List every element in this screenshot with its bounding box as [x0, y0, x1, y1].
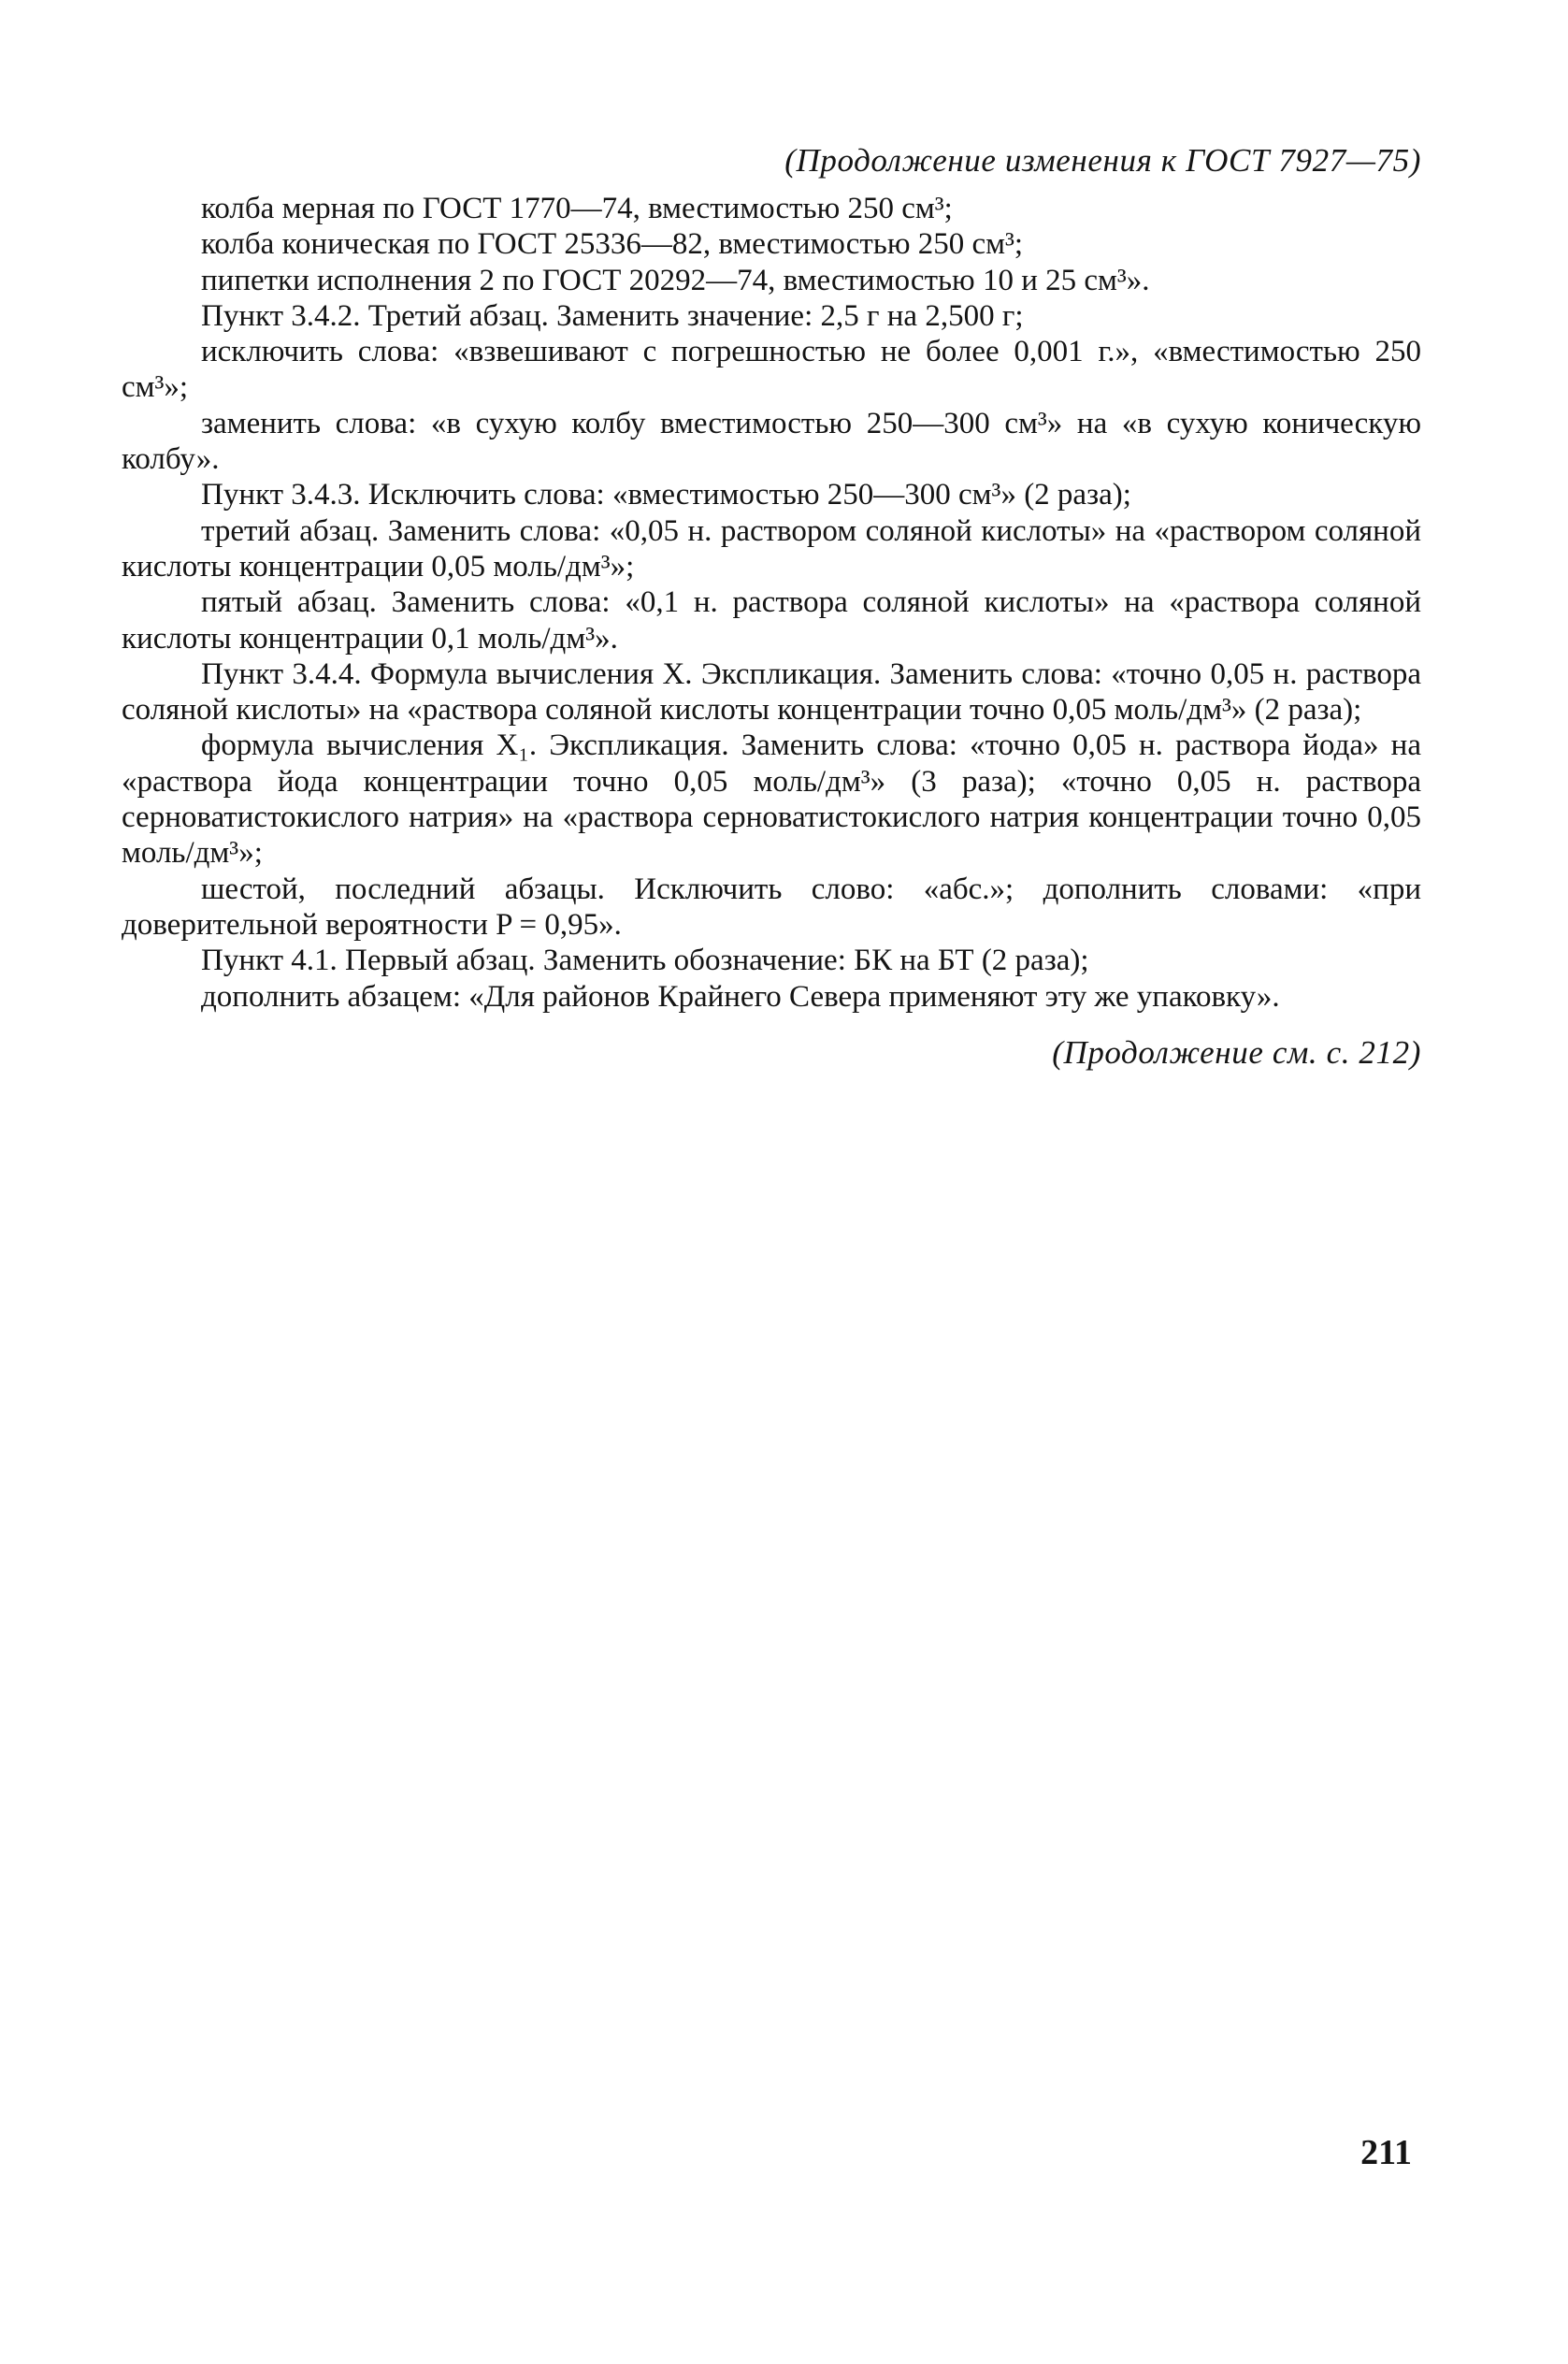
page-number: 211	[1360, 2133, 1412, 2172]
running-header: (Продолжение изменения к ГОСТ 7927—75)	[784, 142, 1421, 179]
paragraph-12: шестой, последний абзацы. Исключить слово: «абс.»; дополнить словами: «при доверительной вероятности P = 0,95».	[122, 872, 1421, 942]
paragraph-4: Пункт 3.4.2. Третий абзац. Заменить значение: 2,5 г на 2,500 г;	[201, 298, 1024, 333]
paragraph-11: формула вычисления X₁. Экспликация. Заменить слова: «точно 0,05 н. раствора йода» на «раствора йода концентрации точно 0,05 моль/дм³» (3 раза); «точно 0,05 н. раствора серноватистокислого натрия» на «раствора серноватистокислого натрия концентрации точно 0,05 моль/дм³»;	[122, 728, 1421, 871]
continuation-note: (Продолжение см. с. 212)	[1052, 1034, 1421, 1071]
paragraph-5: исключить слова: «взвешивают с погрешностью не более 0,001 г.», «вместимостью 250 см³»;	[122, 335, 1421, 405]
paragraph-8: третий абзац. Заменить слова: «0,05 н. раствором соляной кислоты» на «раствором соляной кислоты концентрации 0,05 моль/дм³»;	[122, 513, 1421, 584]
paragraph-9: пятый абзац. Заменить слова: «0,1 н. раствора соляной кислоты» на «раствора соляной кислоты концентрации 0,1 моль/дм³».	[122, 585, 1421, 656]
document-page	[122, 131, 1421, 2282]
amendment-text	[122, 191, 1421, 1015]
paragraph-1: колба мерная по ГОСТ 1770—74, вместимостью 250 см³;	[201, 192, 953, 225]
paragraph-13: Пункт 4.1. Первый абзац. Заменить обозначение: БК на БТ (2 раза);	[201, 944, 1089, 978]
paragraph-6: заменить слова: «в сухую колбу вместимостью 250—300 см³» на «в сухую коническую колбу».	[122, 406, 1421, 477]
paragraph-2: колба коническая по ГОСТ 25336—82, вместимостью 250 см³;	[201, 227, 1024, 262]
paragraph-14: дополнить абзацем: «Для районов Крайнего Севера применяют эту же упаковку».	[201, 979, 1280, 1014]
paragraph-3: пипетки исполнения 2 по ГОСТ 20292—74, вместимостью 10 и 25 см³».	[201, 263, 1150, 297]
paragraph-10: Пункт 3.4.4. Формула вычисления X. Экспликация. Заменить слова: «точно 0,05 н. раствора соляной кислоты» на «раствора соляной кислоты концентрации точно 0,05 моль/дм³» (2 раза);	[122, 656, 1421, 728]
paragraph-7: Пункт 3.4.3. Исключить слова: «вместимостью 250—300 см³» (2 раза);	[201, 478, 1131, 512]
